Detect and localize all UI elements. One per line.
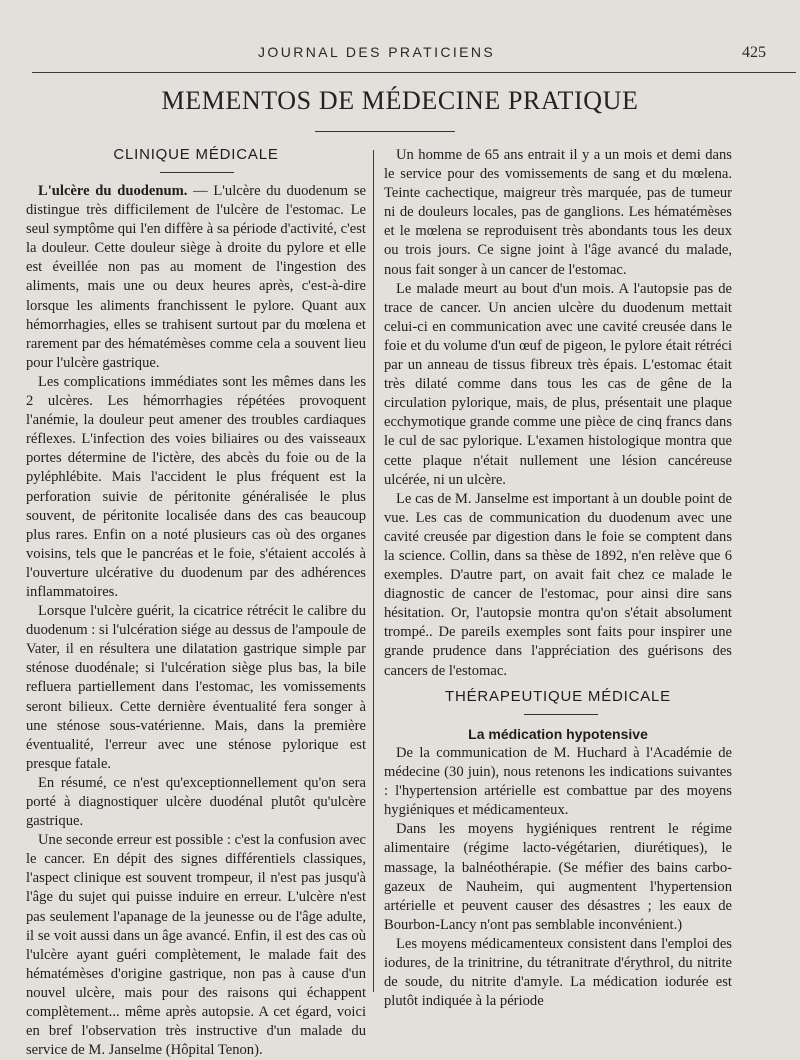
page-number: 425 bbox=[742, 44, 766, 61]
paragraph: Les complications immédiates sont les mêmes dans les 2 ulcères. Les hémorrhagies répétées provoquent l'anémie, la douleur peut amener des troubles cardiaques réflexes. L'infection des voies biliaires ou des vaisseaux portes détermine de l'ictère, des abcès du foie ou de la pyléphlébite. Mais l'accident le plus fréquent est la perforation suivie de péritonite généralisée le plus souvent, de péritonite localisée dans des cas beaucoup plus rares. Enfin on a noté plusieurs cas où des organes voisins, tels que le pancréas et le foie, s'étaient accolés à l'ouverture ulcérative du duodenum par des adhérences inflammatoires. bbox=[26, 373, 366, 600]
column-divider bbox=[373, 150, 374, 992]
right-column-top bbox=[384, 146, 732, 681]
paragraph bbox=[26, 182, 366, 373]
paragraph: En résumé, ce n'est qu'exceptionnellement qu'on sera porté à diagnostiquer ulcère duodénal plutôt qu'ulcère gastrique. bbox=[26, 774, 366, 830]
paragraph-text: — L'ulcère du duodenum se distingue très difficilement de l'ulcère de l'estomac. Le seul symptôme qui l'en diffère à sa période d'activité, c'est la douleur. Cette douleur siège à droite du pylore et elle est éveillée non pas au moment de l'ingestion des aliments, mais une ou deux heures après, c'est-à-dire lorsque les aliments franchissent le pylore. Quant aux hémorrhagies, elles se trahisent surtout par du mœlena et rarement par des hématémèses comme cela a souvent lieu pour l'ulcère gastrique. bbox=[26, 183, 366, 371]
article-subheading: La médication hypotensive bbox=[468, 726, 648, 742]
running-head bbox=[0, 44, 800, 64]
header-rule bbox=[32, 72, 796, 73]
section-heading-clinique: CLINIQUE MÉDICALE bbox=[113, 146, 279, 163]
paragraph: Le cas de M. Janselme est important à un double point de vue. Les cas de communication du duodenum avec une cavité creusée par digestion dans le foie se comptent dans la science. Collin, dans sa thèse de 1892, n'en relève que 6 exemples. D'autre part, on avait fait chez ce malade le diagnostic de cancer de l'estomac, pour ainsi dire sans hésitation. Or, l'autopsie montra qu'on s'était absolument trompé.. De pareils exemples sont faits pour inspirer une grande prudence dans l'appréciation des guérisons des cancers de l'estomac. bbox=[384, 490, 732, 679]
paragraph: Une seconde erreur est possible : c'est la confusion avec le cancer. En dépit des signes différentiels classiques, l'aspect clinique est souvent trompeur, il n'est pas jusqu'à l'âge du sujet qui puisse induire en erreur. L'ulcère n'est pas seulement l'apanage de la jeunesse ou de l'âge adulte, il se voit aussi dans un âge avancé. Enfin, il est des cas où l'ulcère ayant guéri complètement, le malade fait des hématémèses d'origine gastrique, non pas à cause d'un nouvel ulcère, mais pour des raisons qui échappent complètement... même après autopsie. A cet égard, voici en bref l'observation très instructive d'un malade du service de M. Janselme (Hôpital Tenon). bbox=[26, 832, 366, 1059]
paragraph: De la communication de M. Huchard à l'Académie de médecine (30 juin), nous retenons les indications suivantes : l'hypertension artérielle est combattue par des moyens hygiéniques et médicamenteux. bbox=[384, 745, 732, 819]
section-rule bbox=[160, 172, 234, 173]
section-heading-therapeutique: THÉRAPEUTIQUE MÉDICALE bbox=[445, 688, 671, 705]
article-title: L'ulcère du duodenum. bbox=[38, 183, 188, 199]
right-column-bottom bbox=[384, 744, 732, 1011]
paragraph: Un homme de 65 ans entrait il y a un mois et demi dans le service pour des vomissements de sang et du mœlena. Teinte cachectique, maigreur très marquée, pas de tumeur ni de douleurs locales, pas de ganglions. Les hématémèses et le mœlena se reproduisent très abondants tous les deux ou trois jours. Ce signe joint à l'âge avancé du malade, nous fait songer à un cancer de l'estomac. bbox=[384, 147, 732, 278]
paragraph: Le malade meurt au bout d'un mois. A l'autopsie pas de trace de cancer. Un ancien ulcère du duodenum mettait celui-ci en communication avec une cavité creusée dans le foie et du volume d'un œuf de pigeon, le pylore était rétréci par un anneau de tissus fibreux très épais. L'estomac était très dilaté comme dans tous les cas de gêne de la circulation pylorique, mais, de plus, présentait une plaque ecchymotique grande comme une pièce de cinq francs dans le cul de sac pylorique. L'examen histologique montra que cette plaque n'était nullement une lésion cancéreuse ulcérée, ni un ulcère. bbox=[384, 280, 732, 488]
paragraph: Dans les moyens hygiéniques rentrent le régime alimentaire (régime lacto-végétarien, diurétiques), le massage, la balnéothérapie. (Se méfier des bains carbo-gazeux de Nauheim, qui augmentent l'hypertension artérielle et peuvent causer des désastres ; les eaux de Bourbon-Lancy n'ont pas semblable inconvénient.) bbox=[384, 821, 732, 933]
paragraph: Les moyens médicamenteux consistent dans l'emploi des iodures, de la trinitrine, du tétranitrate d'érythrol, du nitrite de soude, du nitrite d'amyle. La médication iodurée est plutôt indiquée à la période bbox=[384, 935, 732, 1010]
paragraph: Lorsque l'ulcère guérit, la cicatrice rétrécit le calibre du duodenum : si l'ulcération siége au dessus de l'ampoule de Vater, il en résultera une dilatation gastrique simple par sténose duodénale; si l'ulcération siège plus bas, la bile refluera partiellement dans l'estomac, les vomissements seront bilieux. Cette dernière éventualité fera songer à une sténose sous-vatérienne. Mais, dans la première éventualité, l'erreur avec une sténose pylorique est presque fatale. bbox=[26, 603, 366, 772]
title-underline bbox=[315, 131, 455, 132]
journal-name: JOURNAL DES PRATICIENS bbox=[258, 44, 496, 60]
page-title: MEMENTOS DE MÉDECINE PRATIQUE bbox=[161, 86, 639, 115]
section-rule bbox=[524, 714, 598, 715]
left-column bbox=[26, 182, 366, 1060]
